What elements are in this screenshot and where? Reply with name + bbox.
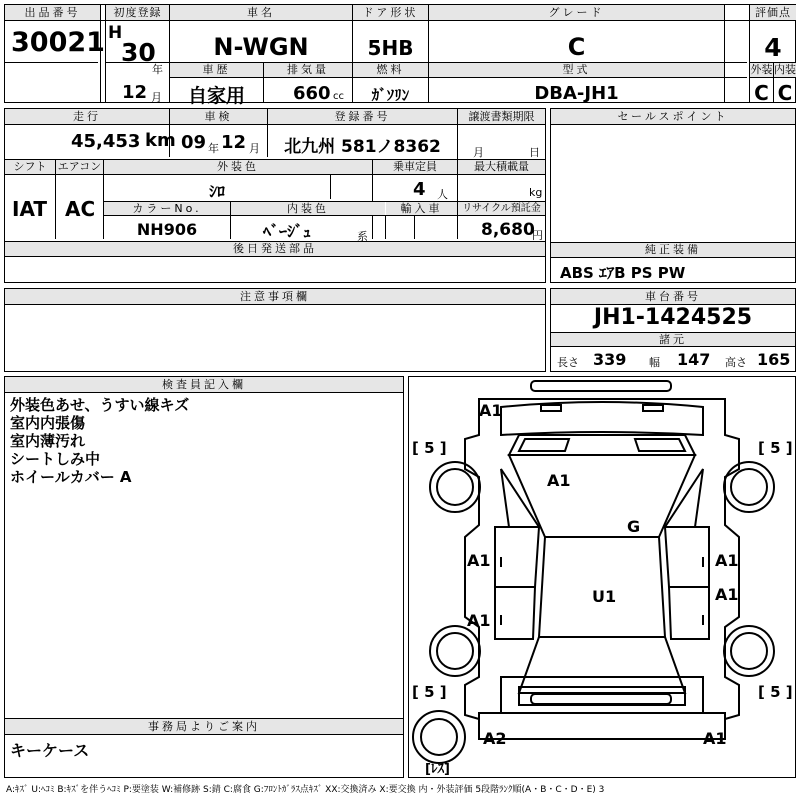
divider <box>5 62 98 63</box>
grade-label: グレード <box>429 5 724 20</box>
cc-unit: cc <box>333 91 344 102</box>
note-line: 室内薄汚れ <box>10 432 86 450</box>
displacement-label: 排気量 <box>264 63 352 77</box>
month-unit: 月 <box>151 91 162 104</box>
inspection-year: 09 <box>181 132 207 153</box>
aircon-value: AC <box>65 197 96 221</box>
office-notes-label: 事務局よりご案内 <box>5 719 403 734</box>
shift-value: IAT <box>12 197 48 221</box>
divider <box>5 256 545 257</box>
note-line: ホイールカバー A <box>10 468 132 486</box>
model-code: DBA-JH1 <box>534 83 619 104</box>
model-code-label: 型式 <box>429 63 724 77</box>
width-value: 147 <box>677 350 711 369</box>
chassis-number: JH1-1424525 <box>593 305 753 330</box>
person-unit: 人 <box>437 188 448 201</box>
color-no-value: NH906 <box>136 220 198 239</box>
plate-number: 北九州 581ノ8362 <box>284 137 441 157</box>
sales-points-label: セールスポイント <box>551 109 795 124</box>
int-color-value: ﾍﾞｰｼﾞｭ <box>263 222 312 241</box>
shift-label: シフト <box>5 160 55 174</box>
exterior-label: 外装 <box>750 63 773 76</box>
divider <box>749 77 795 78</box>
damage-mark: A1 <box>547 471 571 490</box>
divider <box>724 5 725 102</box>
displacement-value: 660 <box>293 83 331 104</box>
deadline-month-unit: 月 <box>473 146 484 159</box>
km-unit: km <box>145 130 176 151</box>
max-load-label: 最大積載量 <box>458 160 545 174</box>
tire-tread-rear-left: [ 5 ] <box>412 683 447 701</box>
transfer-deadline-label: 譲渡書類期限 <box>458 109 545 124</box>
caution-label: 注意事項欄 <box>5 289 545 304</box>
kei-unit: 系 <box>357 230 368 243</box>
damage-mark: A1 <box>715 585 739 604</box>
chassis-label: 車台番号 <box>551 289 795 304</box>
divider <box>385 215 386 239</box>
kg-unit: kg <box>529 186 543 199</box>
damage-mark: G <box>627 517 641 536</box>
interior-grade: C <box>777 81 793 105</box>
lot-no-label: 出品番号 <box>5 5 100 20</box>
history-label: 車歴 <box>170 63 263 77</box>
note-line: 室内内張傷 <box>10 414 86 432</box>
reg-month: 12 <box>122 82 148 103</box>
caution-box <box>4 288 546 372</box>
car-diagram <box>409 377 795 777</box>
header-table <box>4 4 796 107</box>
inspection-label: 車検 <box>170 109 267 124</box>
divider <box>330 174 331 199</box>
equipment-list: ABS ｴｱB PS PW <box>560 264 686 282</box>
divider <box>5 20 795 21</box>
tire-tread-rear-right: [ 5 ] <box>758 683 793 701</box>
seating-value: 4 <box>413 179 426 200</box>
deadline-day-unit: 日 <box>529 146 540 159</box>
score-label: 評価点 <box>750 5 796 20</box>
office-notes-box <box>4 718 404 778</box>
divider <box>5 174 545 175</box>
door-type-label: ドア形状 <box>353 5 428 20</box>
car-name-label: 車名 <box>170 5 352 20</box>
divider <box>5 734 403 735</box>
fuel-label: 燃料 <box>353 63 428 77</box>
mileage-label: 走行 <box>5 109 169 124</box>
damage-mark: A1 <box>715 551 739 570</box>
import-label: 輸入車 <box>386 202 457 215</box>
length-value: 339 <box>593 350 627 369</box>
divider <box>551 124 795 125</box>
inspection-month-unit: 月 <box>249 142 260 155</box>
divider <box>551 346 795 347</box>
tire-tread-front-left: [ 5 ] <box>412 439 447 457</box>
era-letter: H <box>108 23 123 43</box>
first-reg-label: 初度登録 <box>106 5 169 20</box>
width-label: 幅 <box>649 356 660 369</box>
note-line: 外装色あせ、うすい線キズ <box>10 396 190 414</box>
inspector-notes-box <box>4 376 404 719</box>
damage-mark: A1 <box>467 611 491 630</box>
divider <box>457 109 458 239</box>
aircon-label: エアコン <box>57 160 102 173</box>
divider <box>103 215 545 216</box>
seating-label: 乗車定員 <box>373 160 457 174</box>
details-table <box>4 108 546 283</box>
car-history: 自家用 <box>187 85 245 107</box>
grade-value: C <box>567 33 586 61</box>
year-unit: 年 <box>152 63 163 76</box>
damage-mark: A2 <box>483 729 507 748</box>
inspection-year-unit: 年 <box>208 142 219 155</box>
yen-unit: 円 <box>532 229 543 242</box>
divider <box>414 215 415 239</box>
mileage-value: 45,453 <box>71 131 141 152</box>
divider <box>169 77 747 78</box>
sales-points-box <box>550 108 796 283</box>
exterior-grade: C <box>754 81 769 105</box>
inspection-month: 12 <box>221 132 247 153</box>
ext-color-label: 外装色 <box>104 160 372 174</box>
fuel-type: ｶﾞｿﾘﾝ <box>371 86 410 104</box>
color-no-label: カラーNo. <box>104 202 230 215</box>
divider <box>5 124 545 125</box>
tire-tread-front-right: [ 5 ] <box>758 439 793 457</box>
spare-tire-label: [ﾚｽ] <box>425 762 450 777</box>
ext-color-value: ｼﾛ <box>208 182 225 201</box>
inspector-notes-label: 検査員記入欄 <box>5 377 403 392</box>
car-diagram-box <box>408 376 796 778</box>
car-name: N-WGN <box>213 33 309 61</box>
interior-label: 内装 <box>774 63 796 76</box>
damage-mark: A1 <box>467 551 491 570</box>
recycle-label: リサイクル預託金 <box>458 202 545 215</box>
int-color-label: 内装色 <box>231 202 385 215</box>
note-line: シートしみ中 <box>10 450 101 468</box>
divider <box>551 257 795 258</box>
genuine-equipment-label: 純正装備 <box>551 243 795 257</box>
plate-label: 登録番号 <box>268 109 457 124</box>
later-parts-label: 後日発送部品 <box>5 242 545 256</box>
damage-legend: A:ｷｽﾞ U:ﾍｺﾐ B:ｷｽﾞを伴うﾍｺﾐ P:要塗装 W:補修跡 S:錆 C:腐食 G:ﾌﾛﾝﾄｶﾞﾗｽ点ｷｽﾞ XX:交換済み X:要交換 内・外装評価 5段階ﾗﾝｸ順(A・B・C・D・E) 3 <box>6 785 605 795</box>
recycle-value: 8,680 <box>481 220 535 240</box>
reg-year: 30 <box>121 38 156 67</box>
chassis-box <box>550 288 796 372</box>
damage-mark: U1 <box>592 587 617 606</box>
office-note: キーケース <box>10 741 90 760</box>
divider <box>5 392 403 393</box>
score-value: 4 <box>764 33 782 62</box>
length-label: 長さ <box>557 356 579 369</box>
damage-mark: A1 <box>479 401 503 420</box>
height-value: 165 <box>757 350 791 369</box>
lot-number: 30021 <box>11 27 105 58</box>
divider <box>5 304 545 305</box>
specs-label: 諸元 <box>551 333 795 346</box>
height-label: 高さ <box>725 356 747 369</box>
damage-mark: A1 <box>703 729 727 748</box>
door-type: 5HB <box>367 36 414 60</box>
